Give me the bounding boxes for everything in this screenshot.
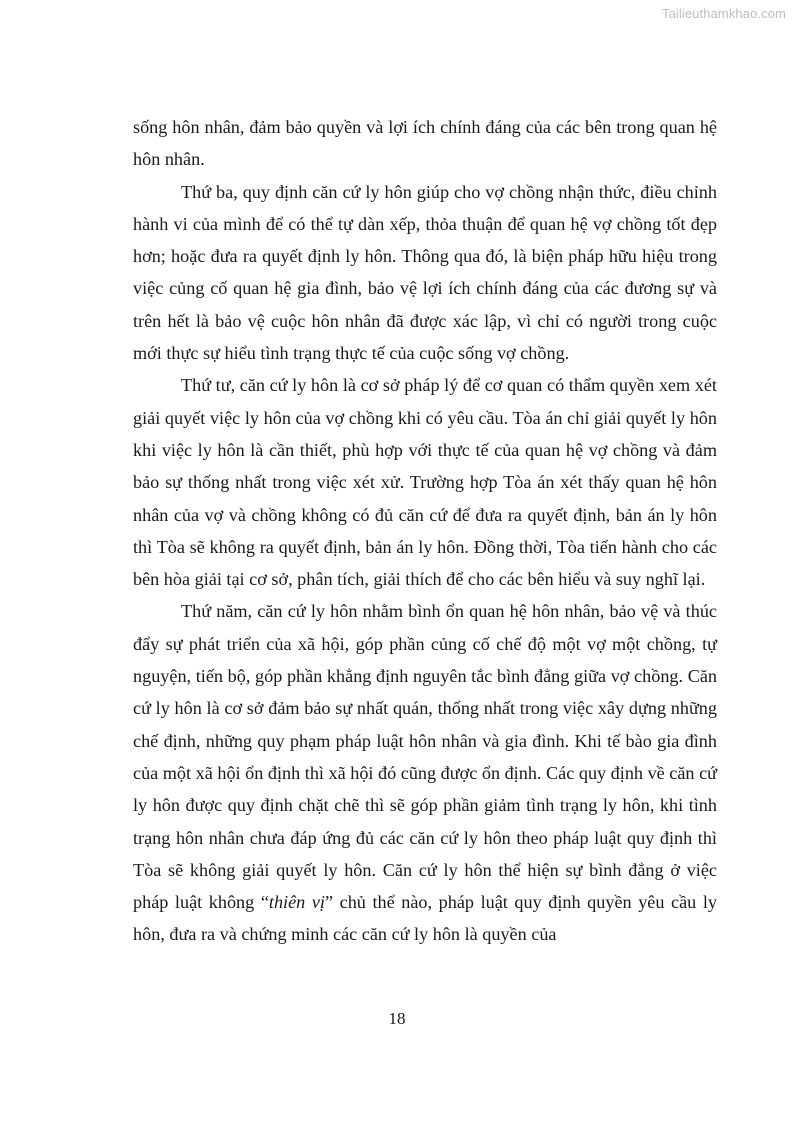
page-number: 18 bbox=[388, 1009, 406, 1028]
paragraph-thu-tu: Thứ tư, căn cứ ly hôn là cơ sở pháp lý để cơ quan có thẩm quyền xem xét giải quyết việc ly hôn của vợ chồng khi có yêu cầu. Tòa án chỉ giải quyết ly hôn khi việc ly hôn là cần thiết, phù hợp với thực tế của quan hệ vợ chồng và đảm bảo sự thống nhất trong việc xét xử. Trường hợp Tòa án xét thấy quan hệ hôn nhân của vợ và chồng không có đủ căn cứ để đưa ra quyết định, bản án ly hôn thì Tòa sẽ không ra quyết định, bản án ly hôn. Đồng thời, Tòa tiến hành cho các bên hòa giải tại cơ sở, phân tích, giải thích để cho các bên hiểu và suy nghĩ lại. bbox=[133, 375, 717, 590]
paragraph-continuation: sống hôn nhân, đảm bảo quyền và lợi ích chính đáng của các bên trong quan hệ hôn nhân. bbox=[133, 117, 717, 170]
paragraph-thu-nam bbox=[133, 595, 717, 950]
paragraph-thu-ba: Thứ ba, quy định căn cứ ly hôn giúp cho vợ chồng nhận thức, điều chỉnh hành vi của mình để có thể tự dàn xếp, thỏa thuận để quan hệ vợ chồng tốt đẹp hơn; hoặc đưa ra quyết định ly hôn. Thông qua đó, là biện pháp hữu hiệu trong việc củng cố quan hệ gia đình, bảo vệ lợi ích chính đáng của các đương sự và trên hết là bảo vệ cuộc hôn nhân đã được xác lập, vì chỉ có người trong cuộc mới thực sự hiểu tình trạng thực tế của cuộc sống vợ chồng. bbox=[133, 181, 717, 364]
paragraph-text: Thứ năm, căn cứ ly hôn nhằm bình ổn quan hệ hôn nhân, bảo vệ và thúc đẩy sự phát triển của xã hội, góp phần củng cố chế độ một vợ một chồng, tự nguyện, tiến bộ, góp phần khẳng định nguyên tắc bình đẳng giữa vợ chồng. Căn cứ ly hôn là cơ sở đảm bảo sự nhất quán, thống nhất trong việc xây dựng những chế định, những quy phạm pháp luật hôn nhân và gia đình. Khi tế bào gia đình của một xã hội ổn định thì xã hội đó cũng được ổn định. Các quy định về căn cứ ly hôn được quy định chặt chẽ thì sẽ góp phần giảm tình trạng ly hôn, khi tình trạng hôn nhân chưa đáp ứng đủ các căn cứ ly hôn theo pháp luật quy định thì Tòa sẽ không giải quyết ly hôn. Căn cứ ly hôn thể hiện sự bình đẳng ở việc pháp luật không “ bbox=[133, 601, 717, 913]
italic-phrase: thiên vị bbox=[268, 892, 325, 913]
document-body bbox=[133, 111, 717, 951]
watermark: Tailieuthamkhao.com bbox=[661, 6, 786, 21]
paragraph-text: ” chủ thể nào, pháp luật quy định quyền yêu cầu ly hôn, đưa ra và chứng minh các căn cứ ly hôn là quyền của bbox=[133, 892, 718, 945]
